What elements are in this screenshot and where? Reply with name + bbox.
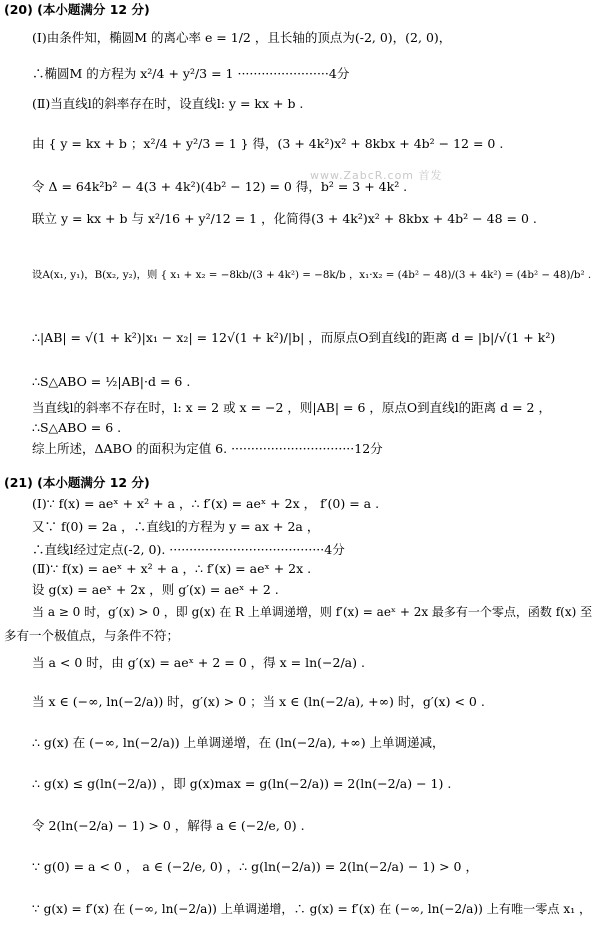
solution-line: 设A(x₁, y₁)，B(x₂, y₂)，则 { x₁ + x₂ = −8kb/(3 + 4k²) = −8k/b ，x₁·x₂ = (4b² − 48)/(3 + 4k²) = (4b² − 48)/b² .: [32, 269, 592, 281]
solution-line: ∴椭圆M 的方程为 x²/4 + y²/3 = 1 ·······················4分: [32, 66, 350, 81]
solution-line: 当直线l的斜率不存在时，l: x = 2 或 x = −2 ，则|AB| = 6 ，原点O到直线l的距离 d = 2 ，: [32, 400, 551, 415]
solution-line: 又∵ f(0) = 2a ，∴直线l的方程为 y = ax + 2a ，: [32, 519, 320, 534]
solution-line: ∴S△ABO = 6 .: [32, 420, 122, 435]
solution-line: ∵ g(x) = f′(x) 在 (−∞, ln(−2/a)) 上单调递增，∴ g(x) = f′(x) 在 (−∞, ln(−2/a)) 上有唯一零点 x₁ ，: [32, 902, 592, 916]
solution-line: 当 a ≥ 0 时，g′(x) > 0 ，即 g(x) 在 R 上单调递增，则 f′(x) = aeˣ + 2x 最多有一个零点，函数 f(x) 至: [32, 605, 593, 619]
solution-line: 由 { y = kx + b ；x²/4 + y²/3 = 1 } 得，(3 + 4k²)x² + 8kbx + 4b² − 12 = 0 .: [32, 136, 504, 151]
solution-line: 设 g(x) = aeˣ + 2x ，则 g′(x) = aeˣ + 2 .: [32, 582, 279, 597]
solution-line: 当 x ∈ (−∞, ln(−2/a)) 时，g′(x) > 0 ；当 x ∈ (ln(−2/a), +∞) 时，g′(x) < 0 .: [32, 694, 485, 709]
solution-line: ∴S△ABO = ½|AB|·d = 6 .: [32, 374, 191, 389]
problem-header: (20) (本小题满分 12 分): [4, 2, 150, 17]
solution-line: ∴直线l经过定点(-2, 0). ·······································4分: [32, 542, 345, 557]
solution-line: ∴ g(x) ≤ g(ln(−2/a)) ，即 g(x)max = g(ln(−2/a)) = 2(ln(−2/a) − 1) .: [32, 776, 452, 791]
solution-line: (Ⅱ)当直线l的斜率存在时，设直线l: y = kx + b .: [32, 96, 304, 111]
solution-line: 令 2(ln(−2/a) − 1) > 0 ，解得 a ∈ (−2/e, 0) .: [32, 818, 305, 833]
solution-line: ∴ g(x) 在 (−∞, ln(−2/a)) 上单调递增，在 (ln(−2/a), +∞) 上单调递减，: [32, 735, 445, 750]
solution-line: (Ⅰ)∵ f(x) = aeˣ + x² + a ，∴ f′(x) = aeˣ + 2x ， f′(0) = a .: [32, 496, 380, 511]
solution-line: ∴|AB| = √(1 + k²)|x₁ − x₂| = 12√(1 + k²)/|b| ，而原点O到直线l的距离 d = |b|/√(1 + k²): [32, 330, 556, 345]
solution-line: (Ⅰ)由条件知，椭圆M 的离心率 e = 1/2 ，且长轴的顶点为(-2, 0)，(2, 0)，: [32, 30, 452, 45]
solution-line: ∵ g(0) = a < 0 ， a ∈ (−2/e, 0) ，∴ g(ln(−2/a)) = 2(ln(−2/a) − 1) > 0 ，: [32, 859, 478, 874]
watermark: www.ZabcR.com 首发: [310, 169, 443, 182]
solution-line: (Ⅱ)∵ f(x) = aeˣ + x² + a ，∴ f′(x) = aeˣ + 2x .: [32, 561, 312, 576]
solution-line: 令 Δ = 64k²b² − 4(3 + 4k²)(4b² − 12) = 0 得，b² = 3 + 4k² .: [32, 179, 408, 194]
problem-header: (21) (本小题满分 12 分): [4, 475, 150, 490]
solution-line: 综上所述，ΔABO 的面积为定值 6. ·······························12分: [32, 441, 383, 456]
solution-line: 联立 y = kx + b 与 x²/16 + y²/12 = 1 ，化简得(3 + 4k²)x² + 8kbx + 4b² − 48 = 0 .: [32, 211, 537, 226]
solution-line: 当 a < 0 时，由 g′(x) = aeˣ + 2 = 0 ，得 x = ln(−2/a) .: [32, 655, 365, 670]
solution-line: 多有一个极值点，与条件不符；: [4, 628, 180, 643]
